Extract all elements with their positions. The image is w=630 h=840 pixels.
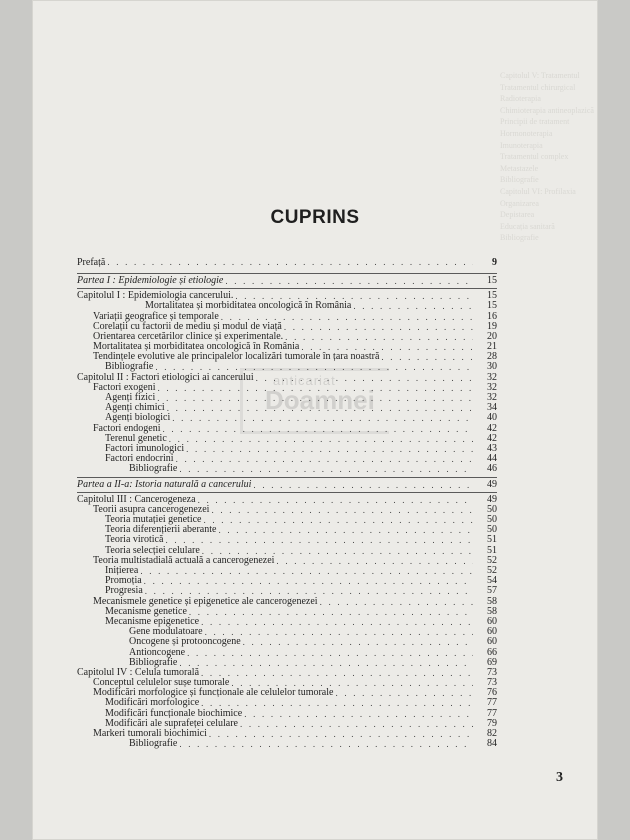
toc-entry-page: 49 — [487, 478, 497, 490]
toc-entry-text: Modificări funcționale biochimice — [105, 707, 243, 719]
toc-leader-dots — [225, 276, 473, 286]
toc-leader-dots — [284, 322, 473, 332]
toc-leader-dots — [335, 688, 473, 698]
toc-entry-page: 15 — [487, 290, 497, 302]
watermark-line-2: Doamnei — [265, 385, 375, 415]
toc-leader-dots — [218, 525, 473, 535]
toc-entry-page: 20 — [487, 330, 497, 342]
toc-leader-dots — [285, 332, 473, 342]
toc-leader-dots — [187, 648, 473, 658]
toc-entry-text: Bibliografie — [129, 656, 178, 668]
toc-entry-text: Antioncogene — [129, 646, 186, 658]
toc-leader-dots — [320, 597, 473, 607]
toc-entry-text: Mecanisme epigenetice — [105, 615, 200, 627]
toc-entry-text: Teoria diferențierii aberante — [105, 524, 217, 536]
toc-entry-page: 50 — [487, 514, 497, 526]
toc-entry-page: 58 — [487, 605, 497, 617]
toc-entry-page: 50 — [487, 524, 497, 536]
toc-leader-dots — [179, 464, 473, 474]
toc-entry-page: 84 — [487, 738, 497, 750]
toc-leader-dots — [198, 495, 473, 505]
toc-entry-page: 15 — [487, 274, 497, 286]
toc-entry-page: 60 — [487, 636, 497, 648]
toc-entry-page: 60 — [487, 615, 497, 627]
toc-leader-dots — [243, 637, 473, 647]
toc-leader-dots — [205, 627, 473, 637]
toc-entry-text: Partea a II-a: Istoria naturală a cancerului — [77, 478, 252, 490]
toc-entry-text: Promoția — [105, 575, 142, 587]
bleed-through-line: Bibliografie — [500, 175, 539, 185]
bleed-through-line: Tratamentul chirurgical — [500, 82, 576, 92]
toc-entry-text: Agenți chimici — [105, 402, 165, 414]
toc-entry-page: 32 — [487, 371, 497, 383]
toc-leader-dots — [176, 454, 473, 464]
toc-entry-text: Capitolul III : Cancerogeneza — [77, 493, 196, 505]
toc-entry-page: 28 — [487, 351, 497, 363]
bleed-through-line: Chimioterapia antineoplazică — [500, 105, 594, 115]
toc-entry-text: Mortalitatea și morbiditatea oncologică în România — [93, 341, 300, 353]
toc-entry-page: 34 — [487, 402, 497, 414]
toc-entry-page: 15 — [487, 300, 497, 312]
toc-leader-dots — [144, 576, 473, 586]
toc-entry-text: Teoria virotică — [105, 534, 164, 546]
toc-entry-text: Gene modulatoare — [129, 626, 203, 638]
bleed-through-line: Tratamentul complex — [500, 152, 569, 162]
bleed-through-line: Bibliografie — [500, 233, 539, 243]
toc-leader-dots — [209, 729, 473, 739]
toc-leader-dots — [140, 566, 473, 576]
toc-leader-dots — [157, 393, 473, 403]
page-number: 3 — [556, 770, 563, 785]
bleed-through-line: Metastazele — [500, 163, 539, 173]
toc-entry-page: 79 — [487, 717, 497, 729]
toc-entry-text: Mecanismele genetice și epigenetice ale cancerogenezei — [93, 595, 318, 607]
toc-entry-text: Terenul genetic — [105, 432, 167, 444]
toc-leader-dots — [203, 515, 473, 525]
toc-leader-dots — [157, 383, 473, 393]
toc-entry-page: 77 — [487, 697, 497, 709]
toc-row — [77, 556, 497, 566]
toc-entry-text: Progresia — [105, 585, 143, 597]
toc-entry-text: Partea I : Epidemiologie și etiologie — [77, 274, 224, 286]
toc-leader-dots — [165, 535, 473, 545]
toc-leader-dots — [253, 480, 473, 490]
toc-entry-text: Agenți fizici — [105, 392, 156, 404]
bleed-through-line: Capitolul VI: Profilaxia — [500, 186, 576, 196]
toc-entry-page: 42 — [487, 422, 497, 434]
toc-entry-text: Corelații cu factorii de mediu și modul de viață — [93, 320, 282, 332]
toc-leader-dots — [172, 413, 473, 423]
toc-entry-page: 42 — [487, 432, 497, 444]
toc-entry-text: Capitolul IV : Celula tumorală — [77, 666, 200, 678]
toc-row-preface — [77, 256, 497, 269]
toc-entry-page: 82 — [487, 728, 497, 740]
toc-leader-dots — [353, 301, 473, 311]
toc-entry-page: 43 — [487, 442, 497, 454]
toc-entry-text: Bibliografie — [105, 361, 154, 373]
toc-entry-page: 69 — [487, 656, 497, 668]
toc-leader-dots — [179, 658, 473, 668]
toc-entry-page: 19 — [487, 320, 497, 332]
toc-leader-dots — [244, 709, 473, 719]
toc-entry-page: 30 — [487, 361, 497, 373]
toc-entry-page: 32 — [487, 381, 497, 393]
toc-entry-page: 73 — [487, 666, 497, 678]
toc-entry-text: Modificări ale suprafeței celulare — [105, 717, 238, 729]
toc-entry-text: Mecanisme genetice — [105, 605, 187, 617]
toc-entry-page: 54 — [487, 575, 497, 587]
toc-leader-dots — [167, 403, 473, 413]
toc-entry-text: Capitolul I : Epidemiologia cancerului. — [77, 290, 234, 302]
toc-leader-dots — [107, 256, 473, 269]
bleed-through-line: Principii de tratament — [500, 117, 570, 127]
toc-entry-text: Bibliografie — [129, 738, 178, 750]
toc-leader-dots — [201, 617, 473, 627]
toc-divider-line — [77, 288, 497, 289]
watermark-line-1: anticariat — [273, 373, 336, 388]
toc-row — [77, 276, 497, 286]
toc-leader-dots — [179, 739, 473, 749]
toc-entry-text: Variații geografice și temporale — [93, 310, 219, 322]
bleed-through-line: Organizarea — [500, 198, 539, 208]
bleed-through-line: Radioterapia — [500, 94, 541, 104]
toc-entry-text: Prefață — [77, 257, 106, 268]
toc-leader-dots — [240, 719, 473, 729]
toc-entry-page: 44 — [487, 453, 497, 465]
toc-entry-page: 21 — [487, 341, 497, 353]
toc-entry-text: Inițierea — [105, 565, 139, 577]
toc-entry-text: Factori exogeni — [93, 381, 156, 393]
toc-entry-page: 76 — [487, 687, 497, 699]
toc-entry-page: 32 — [487, 392, 497, 404]
toc-entry-text: Teoria multistadială actuală a cancerogenezei — [93, 554, 275, 566]
toc-entry-text: Teoria selecției celulare — [105, 544, 200, 556]
toc-leader-dots — [201, 668, 473, 678]
bleed-through-line: Hormonoterapia — [500, 128, 553, 138]
toc-entry-page: 9 — [492, 257, 497, 268]
table-of-contents — [77, 256, 497, 749]
bleed-through-line: Educația sanitară — [500, 221, 555, 231]
toc-entry-page: 52 — [487, 565, 497, 577]
bleed-through-line: Capitolul V: Tratamentul — [500, 71, 580, 80]
toc-entry-text: Modificări morfologice — [105, 697, 200, 709]
toc-entry-text: Markeri tumorali biochimici — [93, 728, 207, 740]
toc-entry-page: 40 — [487, 412, 497, 424]
toc-entry-page: 51 — [487, 534, 497, 546]
toc-entry-page: 50 — [487, 503, 497, 515]
toc-entry-text: Teoria mutației genetice — [105, 514, 202, 526]
toc-entry-page: 46 — [487, 463, 497, 475]
toc-entry-text: Orientarea cercetărilor clinice și experimentale. — [93, 330, 284, 342]
toc-row — [77, 464, 497, 474]
toc-row — [77, 739, 497, 749]
toc-entry-text: Bibliografie — [129, 463, 178, 475]
toc-row — [77, 480, 497, 490]
toc-leader-dots — [169, 434, 473, 444]
toc-entry-text: Oncogene și protooncogene — [129, 636, 241, 648]
toc-entry-text: Agenți biologici — [105, 412, 171, 424]
toc-entry-page: 73 — [487, 677, 497, 689]
toc-divider-line — [77, 273, 497, 274]
toc-entry-page: 49 — [487, 493, 497, 505]
toc-entry-text: Tendințele evolutive ale principalelor localizări tumorale în țara noastră — [93, 351, 380, 363]
toc-entry-text: Conceptul celulelor sușe tumorale — [93, 677, 230, 689]
toc-entry-text: Factori imunologici — [105, 442, 185, 454]
toc-entry-text: Mortalitatea și morbiditatea oncologică în România — [145, 300, 352, 312]
toc-leader-dots — [189, 607, 473, 617]
toc-leader-dots — [381, 352, 473, 362]
page-title: CUPRINS — [270, 207, 360, 228]
toc-entry-text: Teorii asupra cancerogenezei — [93, 503, 210, 515]
toc-entry-text: Capitolul II : Factori etiologici ai cancerului — [77, 371, 254, 383]
bleed-through-line: Depistarea — [500, 210, 535, 220]
toc-leader-dots — [186, 444, 473, 454]
toc-entry-text: Modificări morfologice și funcționale ale celulelor tumorale — [93, 687, 334, 699]
toc-entry-page: 77 — [487, 707, 497, 719]
toc-entry-page: 58 — [487, 595, 497, 607]
toc-leader-dots — [276, 556, 473, 566]
toc-divider-line — [77, 477, 497, 478]
toc-entry-page: 16 — [487, 310, 497, 322]
toc-entry-text: Factori endogeni — [93, 422, 161, 434]
toc-entry-page: 51 — [487, 544, 497, 556]
toc-entry-page: 60 — [487, 626, 497, 638]
toc-entry-text: Factori endocrini — [105, 453, 174, 465]
toc-leader-dots — [211, 505, 473, 515]
toc-entry-page: 52 — [487, 554, 497, 566]
bleed-through-line: Imunoterapia — [500, 140, 543, 150]
toc-divider-line — [77, 492, 497, 493]
toc-entry-page: 57 — [487, 585, 497, 597]
toc-leader-dots — [162, 424, 473, 434]
toc-entry-page: 66 — [487, 646, 497, 658]
toc-leader-dots — [256, 373, 473, 383]
